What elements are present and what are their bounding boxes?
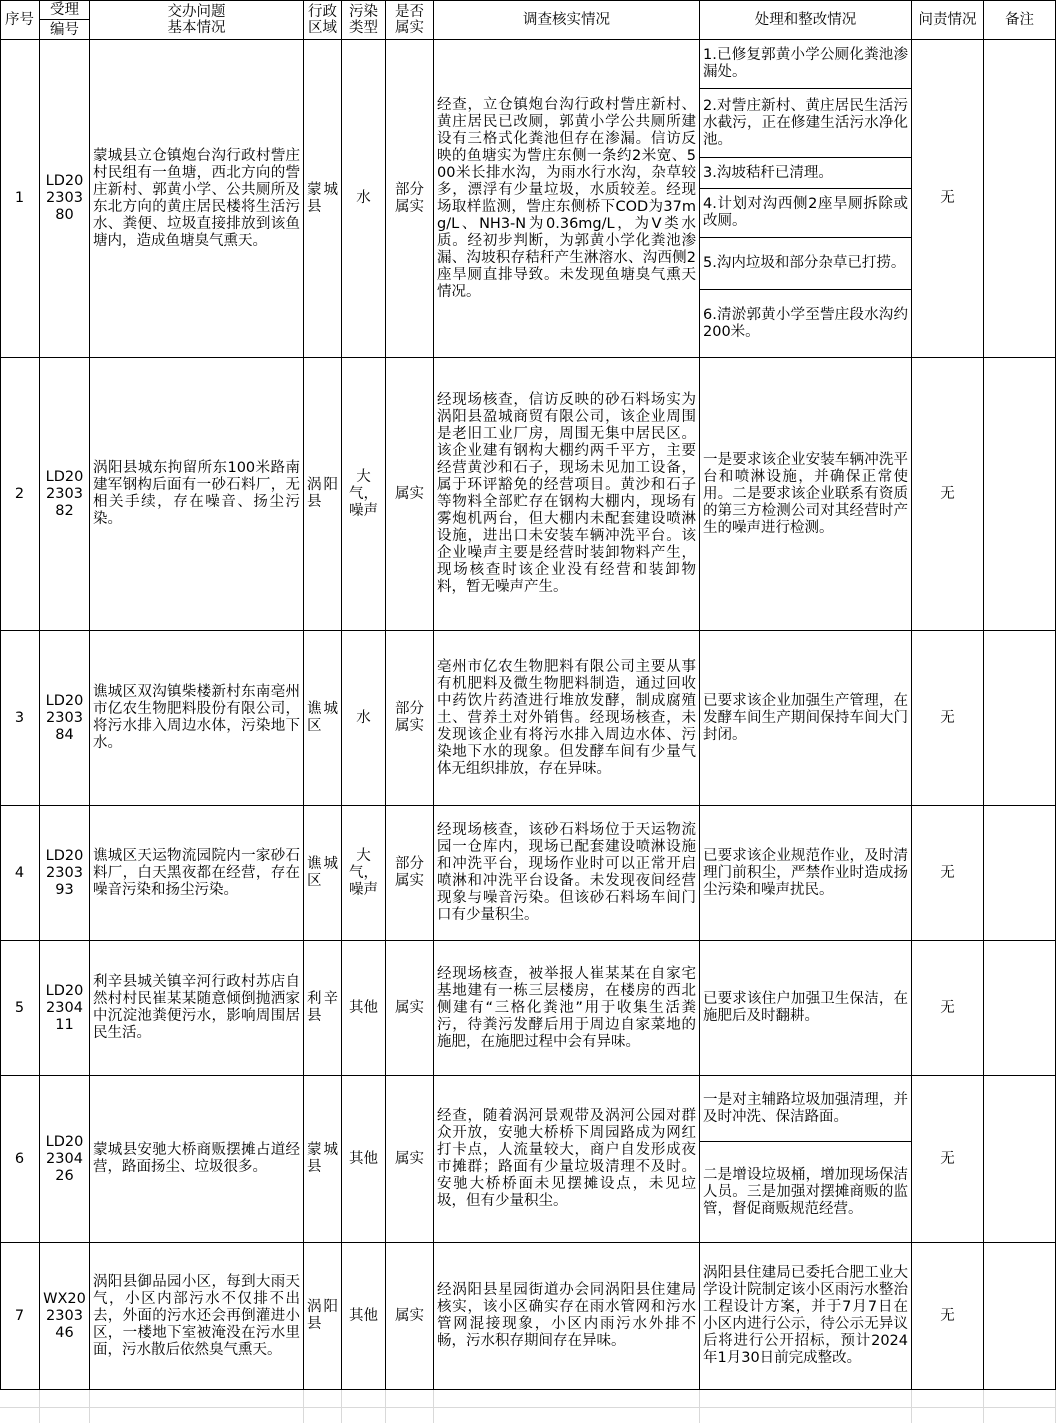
row-remarks[interactable] [984, 1076, 1056, 1243]
investigation-text: 经查，立仓镇炮台沟行政村訾庄新村、黄庄居民已改厕，郭黄小学公共厕所建设有三格式化粪池但存在渗漏。信访反映的鱼塘实为訾庄东侧一条约2米宽、500米长排水沟，为雨水行水沟，杂草较多，漂浮有少量垃圾，水质较差。经现场取样监测，訾庄东侧桥下COD为37mg/L、NH3-N为0.36mg/L，为V类水质。经初步判断，为郭黄小学化粪池渗漏、沟坡积存秸秆产生淋溶水、沟西侧2座旱厕直排导致。未发现鱼塘臭气熏天情况。 [437, 96, 696, 300]
issue-text: 谯城区双沟镇柴楼新村东南亳州市亿农生物肥料股份有限公司，将污水排入周边水体，污染地下水。 [93, 684, 300, 751]
table-border [0, 0, 1, 1390]
row-investigation[interactable] [434, 1076, 700, 1243]
row-investigation[interactable] [434, 806, 700, 941]
handling-item-text: 4.计划对沟西侧2座旱厕拆除或改厕。 [703, 196, 908, 229]
handling-header[interactable] [700, 0, 912, 40]
handling-text: 涡阳县住建局已委托合肥工业大学设计院制定该小区雨污水整治工程设计方案，并于7月7日在小区内进行公示，待公示无异议后将进行公开招标，预计2024年1月30日前完成整改。 [703, 1265, 908, 1366]
accept-no-header-line-1: 受理 [40, 0, 89, 20]
row-investigation[interactable] [434, 941, 700, 1076]
investigation-header[interactable] [434, 0, 700, 40]
row-seq[interactable] [0, 40, 40, 358]
row-issue[interactable] [90, 631, 304, 806]
row-is-true[interactable] [386, 806, 434, 941]
region-header-line-2: 区域 [308, 19, 337, 36]
row-remarks[interactable] [984, 631, 1056, 806]
row-accept-no[interactable] [40, 941, 90, 1076]
region-header[interactable] [304, 0, 342, 40]
region-value: 涡阳县 [307, 477, 338, 510]
row-is-true[interactable] [386, 1076, 434, 1243]
accept-no-header[interactable] [40, 0, 90, 40]
is-true-value: 属实 [395, 485, 424, 502]
handling-item-text: 二是增设垃圾桶，增加现场保洁人员。三是加强对摆摊商贩的监管，督促商贩规范经营。 [703, 1167, 908, 1217]
row-seq[interactable] [0, 1076, 40, 1243]
accountability-header[interactable] [912, 0, 984, 40]
handling-text: 已要求该住户加强卫生保洁，在施肥后及时翻耕。 [703, 991, 908, 1024]
issue-header-line-1: 交办问题 [167, 3, 226, 20]
accept-no-value: LD20230382 [45, 468, 84, 519]
region-value: 涡阳县 [307, 1299, 338, 1332]
row-region[interactable] [304, 358, 342, 631]
row-issue[interactable] [90, 40, 304, 358]
row-accept-no[interactable] [40, 40, 90, 358]
row-issue[interactable] [90, 1076, 304, 1243]
handling-text: 一是要求该企业安装车辆冲洗平台和喷淋设施，并确保正常使用。二是要求该企业联系有资质的第三方检测公司对其经营时产生的噪声进行检测。 [703, 451, 908, 536]
pollution-type-value: 其他 [349, 999, 378, 1016]
accountability-header-line-1: 问责情况 [918, 11, 977, 28]
empty-grid-line [699, 1390, 700, 1423]
handling-item[interactable] [700, 290, 911, 358]
row-is-true[interactable] [386, 358, 434, 631]
row-remarks[interactable] [984, 941, 1056, 1076]
table-border [0, 0, 1056, 1]
pollution-type-header-line-1: 污染 [349, 3, 378, 20]
region-value: 蒙城县 [307, 181, 338, 215]
row-is-true[interactable] [386, 941, 434, 1076]
issue-header[interactable] [90, 0, 304, 40]
row-investigation[interactable] [434, 631, 700, 806]
empty-grid-line [385, 1390, 386, 1423]
accountability-value: 无 [940, 999, 955, 1016]
investigation-text: 经现场核查，被举报人崔某某在自家宅基地建有一栋三层楼房，在楼房的西北侧建有“三格化粪池”用于收集生活粪污，待粪污发酵后用于周边自家菜地的施肥，在施肥过程中会有异味。 [437, 965, 696, 1050]
handling-item-text: 1.已修复郭黄小学公厕化粪池渗漏处。 [703, 47, 908, 80]
seq-header[interactable] [0, 0, 40, 40]
row-seq[interactable] [0, 941, 40, 1076]
row-accept-no[interactable] [40, 358, 90, 631]
handling-item-text: 3.沟坡秸秆已清理。 [703, 164, 833, 181]
is-true-header-line-1: 是否 [395, 3, 424, 20]
row-pollution-type[interactable] [342, 358, 386, 631]
issue-header-line-2: 基本情况 [167, 19, 226, 36]
empty-grid-line [911, 1390, 912, 1423]
row-investigation[interactable] [434, 1243, 700, 1390]
handling-item[interactable] [700, 189, 911, 238]
is-true-value: 属实 [395, 999, 424, 1016]
row-remarks[interactable] [984, 358, 1056, 631]
row-seq[interactable] [0, 358, 40, 631]
seq-value: 4 [14, 864, 25, 881]
seq-value: 5 [14, 999, 25, 1016]
accept-no-value: LD20230411 [45, 982, 84, 1033]
row-accountability[interactable] [912, 1076, 984, 1243]
remarks-header-line-1: 备注 [1005, 11, 1034, 28]
row-handling[interactable] [700, 40, 912, 358]
pollution-type-header[interactable] [342, 0, 386, 40]
accountability-value: 无 [940, 864, 955, 881]
row-seq[interactable] [0, 631, 40, 806]
accountability-value: 无 [940, 1150, 955, 1167]
row-remarks[interactable] [984, 806, 1056, 941]
row-accountability[interactable] [912, 1243, 984, 1390]
accept-no-value: LD20230393 [45, 847, 84, 898]
investigation-text: 亳州市亿农生物肥料有限公司主要从事有机肥料及微生物肥料制造，通过回收中药饮片药渣进行堆放发酵，制成腐殖土、营养土对外销售。经现场核查，未发现该企业有将污水排入周边水体、污染地下水的现象。但发酵车间有少量气体无组织排放，存在异味。 [437, 658, 696, 777]
row-region[interactable] [304, 1243, 342, 1390]
row-investigation[interactable] [434, 358, 700, 631]
handling-header-line-1: 处理和整改情况 [754, 11, 857, 28]
accept-no-value: WX20230346 [43, 1290, 86, 1341]
is-true-value: 属实 [395, 1150, 424, 1167]
empty-grid-line [303, 1390, 304, 1423]
pollution-type-value: 大气，噪声 [349, 847, 378, 898]
row-accountability[interactable] [912, 806, 984, 941]
row-accountability[interactable] [912, 40, 984, 358]
accept-no-value: LD20230426 [45, 1133, 84, 1184]
remarks-header[interactable] [984, 0, 1056, 40]
is-true-header[interactable] [386, 0, 434, 40]
investigation-text: 经查，随着涡河景观带及涡河公园对群众开放，安驰大桥桥下周园路成为网红打卡点，人流量较大，商户自发形成夜市摊群；路面有少量垃圾清理不及时。安驰大桥桥面未见摆摊设点，未见垃圾，但有少量积尘。 [437, 1108, 696, 1209]
seq-header-line-1: 序号 [5, 11, 34, 28]
row-handling[interactable] [700, 1076, 912, 1243]
empty-grid-line [433, 1390, 434, 1423]
row-pollution-type[interactable] [342, 631, 386, 806]
accountability-value: 无 [940, 190, 955, 206]
is-true-value: 部分属实 [395, 181, 424, 215]
row-accept-no[interactable] [40, 631, 90, 806]
row-accountability[interactable] [912, 631, 984, 806]
row-region[interactable] [304, 631, 342, 806]
accept-no-header-line-2: 编号 [50, 21, 79, 38]
is-true-value: 部分属实 [395, 701, 424, 734]
empty-grid-line [89, 1390, 90, 1423]
is-true-header-line-2: 属实 [395, 19, 424, 36]
seq-value: 2 [14, 485, 25, 502]
row-region[interactable] [304, 1076, 342, 1243]
investigation-text: 经涡阳县星园街道办会同涡阳县住建局核实，该小区确实存在雨水管网和污水管网混接现象，小区内雨污水外排不畅，污水积存期间存在异味。 [437, 1282, 696, 1349]
empty-grid-line [341, 1390, 342, 1423]
row-handling[interactable] [700, 358, 912, 631]
row-issue[interactable] [90, 941, 304, 1076]
pollution-type-value: 水 [356, 709, 371, 726]
row-seq[interactable] [0, 1243, 40, 1390]
pollution-type-header-line-2: 类型 [349, 19, 378, 36]
handling-item[interactable] [700, 158, 911, 189]
empty-grid-line [39, 1390, 40, 1423]
issue-text: 涡阳县城东拘留所东100米路南建军钢构后面有一砂石料厂，无相关手续，存在噪音、扬尘污染。 [93, 460, 300, 527]
issue-text: 谯城区天运物流园院内一家砂石料厂，白天黑夜都在经营，存在噪音污染和扬尘污染。 [93, 847, 300, 898]
row-pollution-type[interactable] [342, 1076, 386, 1243]
row-region[interactable] [304, 40, 342, 358]
row-remarks[interactable] [984, 40, 1056, 358]
pollution-type-value: 其他 [349, 1150, 378, 1167]
handling-item[interactable] [700, 1076, 911, 1142]
row-accept-no[interactable] [40, 1076, 90, 1243]
handling-item[interactable] [700, 1142, 911, 1243]
accountability-value: 无 [940, 709, 955, 726]
investigation-text: 经现场核查，该砂石料场位于天运物流园一仓库内，现场已配套建设喷淋设施和冲洗平台，现场作业时可以正常开启喷淋和冲洗平台设备。未发现夜间经营现象与噪音污染。但该砂石料场车间门口有少量积尘。 [437, 822, 696, 923]
seq-value: 1 [14, 190, 25, 206]
issue-text: 利辛县城关镇辛河行政村苏店自然村村民崔某某随意倾倒抛洒家中沉淀池粪便污水，影响周围居民生活。 [93, 974, 300, 1041]
row-handling[interactable] [700, 806, 912, 941]
row-accountability[interactable] [912, 358, 984, 631]
row-seq[interactable] [0, 806, 40, 941]
row-pollution-type[interactable] [342, 941, 386, 1076]
accept-no-value: LD20230380 [45, 173, 84, 223]
accountability-value: 无 [940, 485, 955, 502]
row-pollution-type[interactable] [342, 1243, 386, 1390]
handling-text: 已要求该企业加强生产管理，在发酵车间生产期间保持车间大门封闭。 [703, 692, 908, 743]
row-handling[interactable] [700, 631, 912, 806]
region-value: 利辛县 [307, 991, 338, 1024]
row-is-true[interactable] [386, 1243, 434, 1390]
handling-item-text: 6.清淤郭黄小学至訾庄段水沟约200米。 [703, 307, 908, 340]
row-issue[interactable] [90, 358, 304, 631]
row-issue[interactable] [90, 1243, 304, 1390]
pollution-type-value: 水 [356, 190, 371, 206]
row-region[interactable] [304, 941, 342, 1076]
issue-text: 涡阳县御品园小区，每到大雨天气，小区内部污水不仅排不出去，外面的污水还会再倒灌进小区，一楼地下室被淹没在污水里面，污水散后依然臭气熏天。 [93, 1273, 300, 1358]
empty-grid-line [0, 1407, 1056, 1408]
row-is-true[interactable] [386, 40, 434, 358]
seq-value: 6 [14, 1150, 25, 1167]
handling-item-text: 2.对訾庄新村、黄庄居民生活污水截污，正在修建生活污水净化池。 [703, 97, 908, 148]
handling-item[interactable] [700, 89, 911, 158]
row-accept-no[interactable] [40, 806, 90, 941]
row-issue[interactable] [90, 806, 304, 941]
row-region[interactable] [304, 806, 342, 941]
investigation-header-line-1: 调查核实情况 [523, 11, 610, 28]
handling-text: 已要求该企业规范作业，及时清理门前积尘，严禁作业时造成扬尘污染和噪声扰民。 [703, 847, 908, 898]
issue-text: 蒙城县立仓镇炮台沟行政村訾庄村民组有一鱼塘，西北方向的訾庄新村、郭黄小学、公共厕所及东北方向的黄庄居民楼将生活污水、粪便、垃圾直接排放到该鱼塘内，造成鱼塘臭气熏天。 [93, 147, 300, 249]
row-remarks[interactable] [984, 1243, 1056, 1390]
handling-item-text: 一是对主辅路垃圾加强清理，并及时冲洗、保洁路面。 [703, 1091, 908, 1125]
row-pollution-type[interactable] [342, 806, 386, 941]
investigation-text: 经现场核查，信访反映的砂石料场实为涡阳县盈城商贸有限公司，该企业周围是老旧工业厂房，周围无集中居民区。该企业建有钢构大棚约两千平方，主要经营黄沙和石子，现场未见加工设备，属于环评豁免的经营项目。黄沙和石子等物料全部贮存在钢构大棚内，现场有雾炮机两台，但大棚内未配套建设喷淋设施，进出口未安装车辆冲洗平台。该企业噪声主要是经营时装卸物料产生，现场核查时该企业没有经营和装卸物料，暂无噪声产生。 [437, 392, 696, 595]
region-header-line-1: 行政 [308, 3, 337, 20]
issue-text: 蒙城县安驰大桥商贩摆摊占道经营，路面扬尘、垃圾很多。 [93, 1142, 300, 1175]
is-true-value: 属实 [395, 1307, 424, 1324]
row-investigation[interactable] [434, 40, 700, 358]
handling-item-text: 5.沟内垃圾和部分杂草已打捞。 [703, 255, 906, 271]
is-true-value: 部分属实 [395, 856, 424, 889]
accept-no-value: LD20230384 [45, 692, 84, 743]
row-accountability[interactable] [912, 941, 984, 1076]
accountability-value: 无 [940, 1307, 955, 1324]
region-value: 谯城区 [307, 856, 338, 889]
pollution-type-value: 其他 [349, 1307, 378, 1324]
empty-grid-line [983, 1390, 984, 1423]
row-accept-no[interactable] [40, 1243, 90, 1390]
handling-item[interactable] [700, 238, 911, 290]
row-is-true[interactable] [386, 631, 434, 806]
row-handling[interactable] [700, 1243, 912, 1390]
row-pollution-type[interactable] [342, 40, 386, 358]
handling-item[interactable] [700, 40, 911, 89]
seq-value: 3 [14, 709, 25, 726]
region-value: 谯城区 [307, 701, 338, 734]
region-value: 蒙城县 [307, 1142, 338, 1175]
pollution-type-value: 大气，噪声 [349, 468, 378, 519]
row-handling[interactable] [700, 941, 912, 1076]
seq-value: 7 [14, 1307, 25, 1324]
